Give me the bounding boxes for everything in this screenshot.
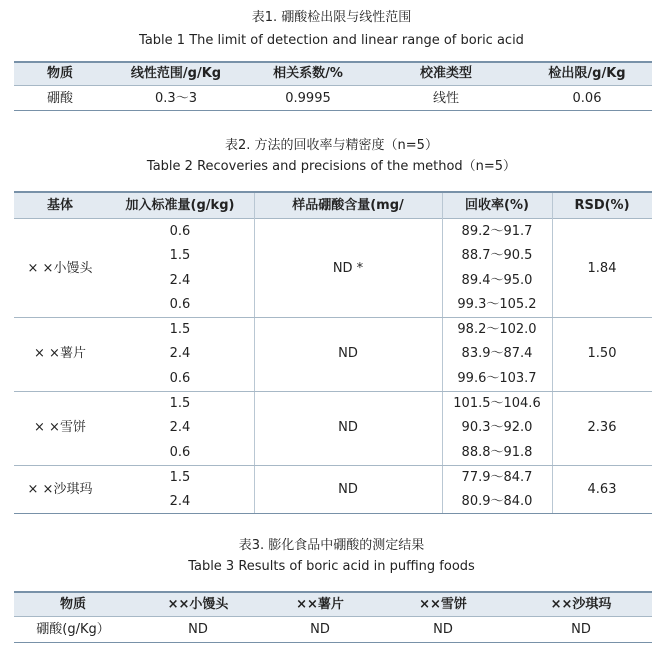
table2-recovery: 101.5～104.6 [453,396,541,411]
table2-added: 1.5 [169,248,191,263]
table2-header-content: 样品硼酸含量(mg/ [292,198,404,213]
table2-matrix: × ×小馒头 [27,261,93,276]
table3-caption-cn: 表3. 膨化食品中硼酸的测定结果 [238,538,425,553]
table2-header-matrix: 基体 [46,198,73,213]
table1-cell-calibration: 线性 [432,91,459,106]
table3-caption-en: Table 3 Results of boric acid in puffing foods [188,559,475,574]
table3-header-sample-1: ××小馒头 [167,597,229,612]
table2-header-rule [14,218,652,219]
table2-matrix: × ×沙琪玛 [27,482,93,497]
table2-rsd: 1.84 [587,261,617,276]
table2-recovery: 99.3～105.2 [457,297,537,312]
table2-recovery: 80.9～84.0 [461,494,533,509]
table1-cell-lod: 0.06 [572,91,602,106]
table2-added: 2.4 [169,273,191,288]
table3-bottom-rule [14,642,652,643]
table2-added: 1.5 [169,322,191,337]
table2-added: 2.4 [169,346,191,361]
table3-header-sample-3: ××雪饼 [419,597,467,612]
table1-caption-cn: 表1. 硼酸检出限与线性范围 [251,10,412,25]
table3-cell-sample-2: ND [310,622,330,637]
table3-header-sample-2: ××薯片 [296,597,344,612]
table2-added: 1.5 [169,396,191,411]
table1-header-substance: 物质 [46,66,73,81]
table1-cell-linear-range: 0.3～3 [155,91,197,106]
table3-header-sample-4: ××沙琪玛 [550,597,612,612]
table2-header-rsd: RSD(%) [574,198,630,213]
table2-matrix: × ×薯片 [34,346,86,361]
table3-cell-sample-3: ND [433,622,453,637]
table2-recovery: 98.2～102.0 [457,322,537,337]
table2-bottom-rule [14,513,652,514]
table3-cell-sample-4: ND [571,622,591,637]
table1-cell-substance: 硼酸 [46,91,73,106]
table1-header-lod: 检出限/g/Kg [548,66,626,81]
table2-content: ND [338,482,358,497]
table2-group-rule [14,465,652,466]
table2-rsd: 1.50 [587,346,617,361]
table2-content: ND [338,420,358,435]
table2-recovery: 90.3～92.0 [461,420,533,435]
table2-content: ND [338,346,358,361]
table3-cell-substance: 硼酸(g/Kg） [36,622,110,637]
table2-recovery: 77.9～84.7 [461,470,533,485]
table2-rsd: 4.63 [587,482,617,497]
table3-header-substance: 物质 [59,597,86,612]
table2-group-rule [14,317,652,318]
table2-content: ND * [332,261,364,276]
table2-added: 0.6 [169,224,191,239]
table2-added: 1.5 [169,470,191,485]
table3-cell-sample-1: ND [188,622,208,637]
table2-matrix: × ×雪饼 [34,420,86,435]
table2-added: 2.4 [169,494,191,509]
table2-added: 0.6 [169,445,191,460]
table2-recovery: 88.8～91.8 [461,445,533,460]
table2-recovery: 88.7～90.5 [461,248,533,263]
table2-header-recovery: 回收率(%) [465,198,529,213]
table2-recovery: 83.9～87.4 [461,346,533,361]
table2-added: 0.6 [169,297,191,312]
table2-header-added: 加入标准量(g/kg) [125,198,235,213]
table1-header-linear-range: 线性范围/g/Kg [130,66,222,81]
table2-recovery: 89.2～91.7 [461,224,533,239]
table2-recovery: 99.6～103.7 [457,371,537,386]
table2-caption-cn: 表2. 方法的回收率与精密度（n=5） [225,138,438,153]
table2-added: 0.6 [169,371,191,386]
table1-header-calibration: 校准类型 [419,66,472,81]
table1-cell-correlation: 0.9995 [285,91,331,106]
table1-header-correlation: 相关系数/% [273,66,343,81]
table1-header-rule [14,85,652,86]
table2-rsd: 2.36 [587,420,617,435]
table2-added: 2.4 [169,420,191,435]
table2-recovery: 89.4～95.0 [461,273,533,288]
table2-caption-en: Table 2 Recoveries and precisions of the method（n=5） [146,159,517,174]
table1-bottom-rule [14,110,652,111]
table2-group-rule [14,391,652,392]
table1-caption-en: Table 1 The limit of detection and linear range of boric acid [139,33,524,48]
table3-header-rule [14,616,652,617]
